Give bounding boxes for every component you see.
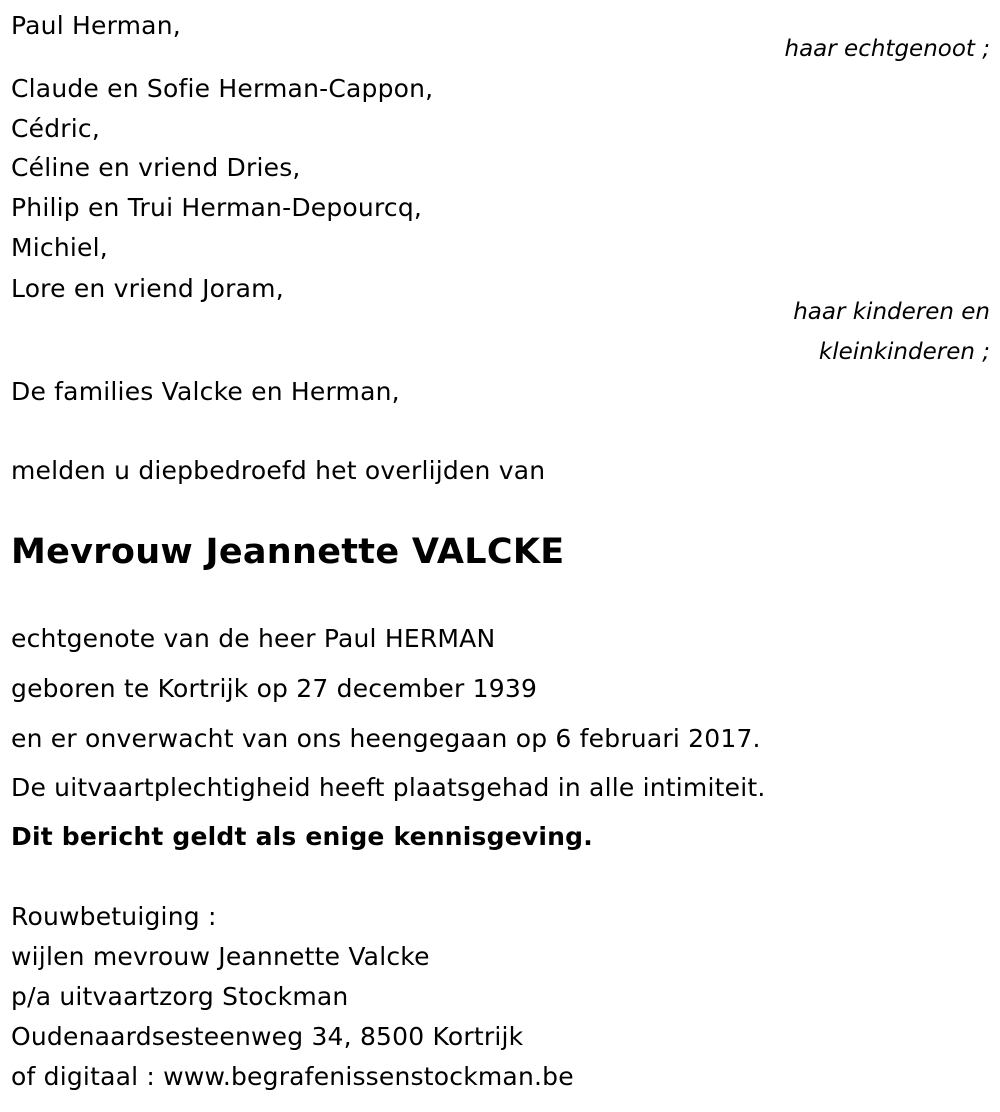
detail-line: geboren te Kortrijk op 27 december 1939 [11,674,538,703]
detail-line: en er onverwacht van ons heengegaan op 6 februari 2017. [11,724,761,753]
spouse-role: haar echtgenoot ; [784,36,990,62]
children-role-line1: haar kinderen en [793,299,990,325]
deceased-name: Mevrouw Jeannette VALCKE [11,532,565,572]
condolences-line: Oudenaardsesteenweg 34, 8500 Kortrijk [11,1022,524,1051]
child-name: Philip en Trui Herman-Depourcq, [11,193,423,222]
detail-line: echtgenote van de heer Paul HERMAN [11,624,496,653]
condolences-web-line: of digitaal : www.begrafenissenstockman.be [11,1062,574,1091]
detail-line: De uitvaartplechtigheid heeft plaatsgehad in alle intimiteit. [11,773,766,802]
child-name: Claude en Sofie Herman-Cappon, [11,74,434,103]
families-line: De families Valcke en Herman, [11,377,400,406]
condolences-line: p/a uitvaartzorg Stockman [11,982,349,1011]
spouse-name: Paul Herman, [11,11,181,40]
children-role-line2: kleinkinderen ; [818,339,990,365]
child-name: Céline en vriend Dries, [11,153,301,182]
condolences-line: wijlen mevrouw Jeannette Valcke [11,942,430,971]
child-name: Michiel, [11,233,108,262]
child-name: Lore en vriend Joram, [11,274,284,303]
condolences-heading: Rouwbetuiging : [11,902,217,931]
notice-line: Dit bericht geldt als enige kennisgeving. [11,822,593,851]
child-name: Cédric, [11,114,101,143]
announcement-line: melden u diepbedroefd het overlijden van [11,456,546,485]
